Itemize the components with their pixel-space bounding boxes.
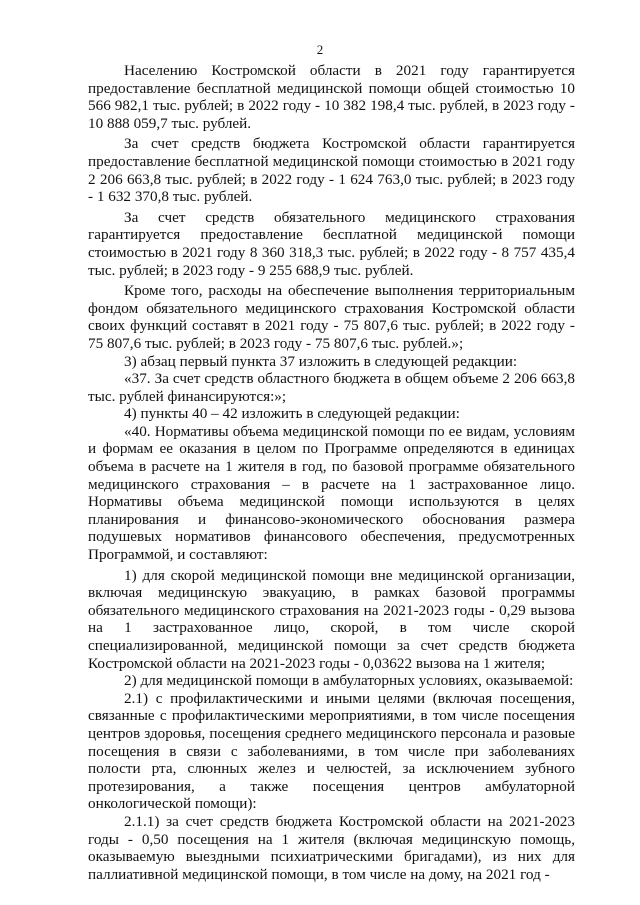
paragraph-amendment-3: 3) абзац первый пункта 37 изложить в следующей редакции: (124, 352, 518, 370)
page-number: 2 (316, 42, 324, 57)
paragraph-item-2-1-1: 2.1.1) за счет средств бюджета Костромской области на 2021-2023 годы - 0,50 посещения на 1 жителя (включая медицинскую помощь, оказываемую выездными психиатрическими бригадами), из них для паллиативной медицинской помощи, в том числе на дому, на 2021 год - (88, 812, 575, 883)
paragraph-item-2-1: 2.1) с профилактическими и иными целями (включая посещения, связанные с профилактическими мероприятиями, в том числе посещения центров здоровья, посещения среднего медицинского персонала и разовые посещения в связи с заболеваниями, в том числе при заболеваниях полости рта, слюнных желез и челюстей, за исключением зубного протезирования, а также посещения центров амбулаторной онкологической помощи): (88, 689, 575, 813)
paragraph-fund-expenses: Кроме того, расходы на обеспечение выполнения территориальным фондом обязательного медицинского страхования Костромской области своих функций составят в 2021 году - 75 807,6 тыс. рублей; в 2022 году - 75 807,6 тыс. рублей; в 2023 году - 75 807,6 тыс. рублей.»; (88, 282, 575, 352)
paragraph-item-1: 1) для скорой медицинской помощи вне медицинской организации, включая медицинскую эвакуацию, в рамках базовой программы обязательного медицинского страхования на 2021-2023 годы - 0,29 вызова на 1 застрахованное лицо, скорой, в том числе скорой специализированной, медицинской помощи за счет средств бюджета Костромской области на 2021-2023 годы - 0,03622 вызова на 1 жителя; (88, 566, 575, 672)
paragraph-total-guarantee: Населению Костромской области в 2021 году гарантируется предоставление бесплатной медицинской помощи общей стоимостью 10 566 982,1 тыс. рублей; в 2022 году - 10 382 198,4 тыс. рублей, в 2023 году - 10 888 059,7 тыс. рублей. (88, 62, 575, 132)
paragraph-amendment-4: 4) пункты 40 – 42 изложить в следующей редакции: (124, 405, 460, 423)
paragraph-item-2: 2) для медицинской помощи в амбулаторных условиях, оказываемой: (124, 672, 574, 690)
document-body (88, 62, 575, 883)
paragraph-point-40: «40. Нормативы объема медицинской помощи по ее видам, условиям и формам ее оказания в целом по Программе определяются в единицах объема в расчете на 1 жителя в год, по базовой программе обязательного медицинского страхования – в расчете на 1 застрахованное лицо. Нормативы объема медицинской помощи используются в целях планирования и финансово-экономического обоснования размера подушевых нормативов финансового обеспечения, предусмотренных Программой, и составляют: (88, 422, 575, 564)
paragraph-point-37: «37. За счет средств областного бюджета в общем объеме 2 206 663,8 тыс. рублей финансируются:»; (88, 370, 575, 405)
paragraph-regional-budget: За счет средств бюджета Костромской области гарантируется предоставление бесплатной медицинской помощи стоимостью в 2021 году 2 206 663,8 тыс. рублей; в 2022 году - 1 624 763,0 тыс. рублей; в 2023 году - 1 632 370,8 тыс. рублей. (88, 135, 575, 206)
paragraph-mandatory-insurance: За счет средств обязательного медицинского страхования гарантируется предоставление бесплатной медицинской помощи стоимостью в 2021 году 8 360 318,3 тыс. рублей; в 2022 году - 8 757 435,4 тыс. рублей; в 2023 году - 9 255 688,9 тыс. рублей. (88, 208, 575, 279)
